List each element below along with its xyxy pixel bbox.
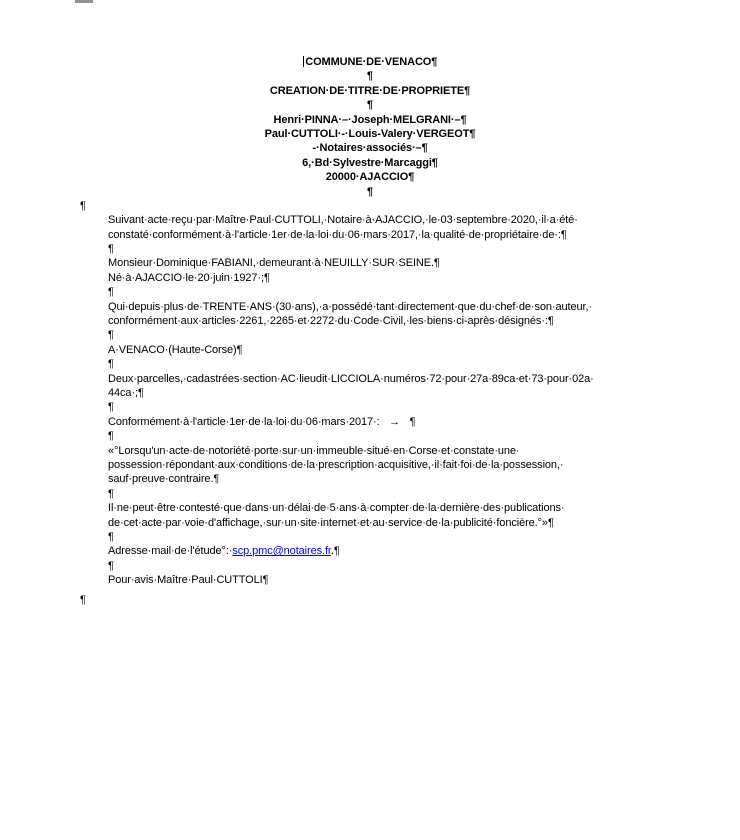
text-line [80,170,660,184]
document-text-area [80,55,660,608]
text-run: ¶ [108,286,114,299]
text-run: Paul·CUTTOLI·-·Louis-Valery·VERGEOT¶ [264,127,476,140]
text-line [80,69,660,83]
text-line [80,530,660,544]
text-line [80,444,660,458]
text-run: Conformément·à·l'article·1er·de·la·loi·du·06·mars·2017·: [108,415,380,428]
text-run: ¶ [409,415,416,428]
text-line [80,271,660,285]
text-line [80,573,660,587]
text-line [80,185,660,199]
text-line [80,314,660,328]
text-line [80,343,660,357]
text-line [80,472,660,486]
text-line [80,415,660,429]
text-run: -·Notaires·associés·–¶ [312,142,428,155]
text-line [80,544,660,558]
text-line [80,141,660,155]
text-run: COMMUNE·DE·VENACO¶ [305,56,438,68]
text-line [80,516,660,530]
text-line [80,429,660,443]
text-line [80,228,660,242]
text-run: ¶ [108,559,114,572]
text-run: 6,·Bd·Sylvestre·Marcaggi¶ [302,156,438,169]
text-run: Suivant·acte·reçu·par·Maître·Paul·CUTTOLI,·Notaire·à·AJACCIO,·le·03·septembre·2020,·il·a·été· [108,214,578,227]
text-line [80,487,660,501]
text-run: ¶ [80,594,86,607]
text-run: Né·à·AJACCIO·le·20·juin·1927·;¶ [108,271,270,284]
text-run: conformément·aux·articles·2261,·2265·et·2272·du·Code·Civil,·les·biens·ci-après·désignés·:¶ [108,315,554,328]
text-line [80,213,660,227]
text-line [80,156,660,170]
text-run: ¶ [108,401,114,414]
text-run: ¶ [108,358,114,371]
text-line [80,458,660,472]
text-run: ¶ [108,530,114,543]
text-line [80,372,660,386]
text-line [80,199,660,213]
text-run: constaté·conformément·à·l'article·1er·de·la·loi·du·06·mars·2017,·la·qualité·de·propriétaire·de·:¶ [108,228,567,241]
text-run: possession·répondant·aux·conditions·de·la·prescription·acquisitive,·il·fait·foi·de·la·possession,· [108,458,564,471]
text-run: «°Lorsqu'un·acte·de·notoriété·porte·sur·un·immeuble·situé·en·Corse·et·constate·une· [108,444,520,457]
text-line [80,285,660,299]
text-run: 20000·AJACCIO¶ [325,171,415,184]
tab-mark-icon: → [389,415,401,428]
text-run: Deux·parcelles,·cadastrées·section·AC·lieudit·LICCIOLA·numéros·72·pour·27a·89ca·et·73·pour·02a· [108,372,594,385]
text-line [80,328,660,342]
text-run: Pour·avis·Maître·Paul·CUTTOLI¶ [108,574,269,587]
text-run: ¶ [108,243,114,256]
text-run: Qui·depuis·plus·de·TRENTE·ANS·(30·ans),·a·possédé·tant·directement·que·du·chef·de·son·auteur,· [108,300,592,313]
email-link[interactable]: scp.pmc@notaires.fr [232,545,331,558]
text-run: ¶ [366,185,374,198]
text-run: .¶ [330,545,340,558]
text-run: de·cet·acte·par·voie·d'affichage,·sur·un·site·internet·et·au·service·de·la·publicité·foncière.°»¶ [108,516,554,529]
text-run: ¶ [366,70,374,83]
text-run: Adresse·mail·de·l'étude°:· [108,545,233,558]
text-run: 44ca·;¶ [108,386,144,399]
text-line [80,559,660,573]
text-run: CREATION·DE·TITRE·DE·PROPRIETE¶ [269,84,471,97]
text-run: ¶ [108,329,114,342]
text-run: Il·ne·peut·être·contesté·que·dans·un·délai·de·5·ans·à·compter·de·la·dernière·des·publications· [108,502,565,515]
text-cursor-caret [303,56,305,68]
text-run: ¶ [108,487,114,500]
text-line [80,300,660,314]
text-run: Henri·PINNA·–·Joseph·MELGRANI·–¶ [273,113,467,126]
text-line [80,256,660,270]
text-run: ¶ [108,430,114,443]
text-line [80,127,660,141]
text-run: Monsieur·Dominique·FABIANI,·demeurant·à·NEUILLY·SUR·SEINE.¶ [108,257,440,270]
text-line [80,113,660,127]
text-line [80,84,660,98]
text-line [80,400,660,414]
text-line [80,501,660,515]
text-line [80,242,660,256]
text-run: ¶ [366,99,374,112]
text-line [80,98,660,112]
text-line [80,55,660,69]
window-artifact [75,0,93,3]
text-run: sauf·preuve·contraire.¶ [108,473,220,486]
text-line [80,386,660,400]
text-line [80,593,660,607]
text-run: A·VENACO·(Haute-Corse)¶ [108,343,243,356]
text-line [80,357,660,371]
text-run: ¶ [80,199,86,212]
